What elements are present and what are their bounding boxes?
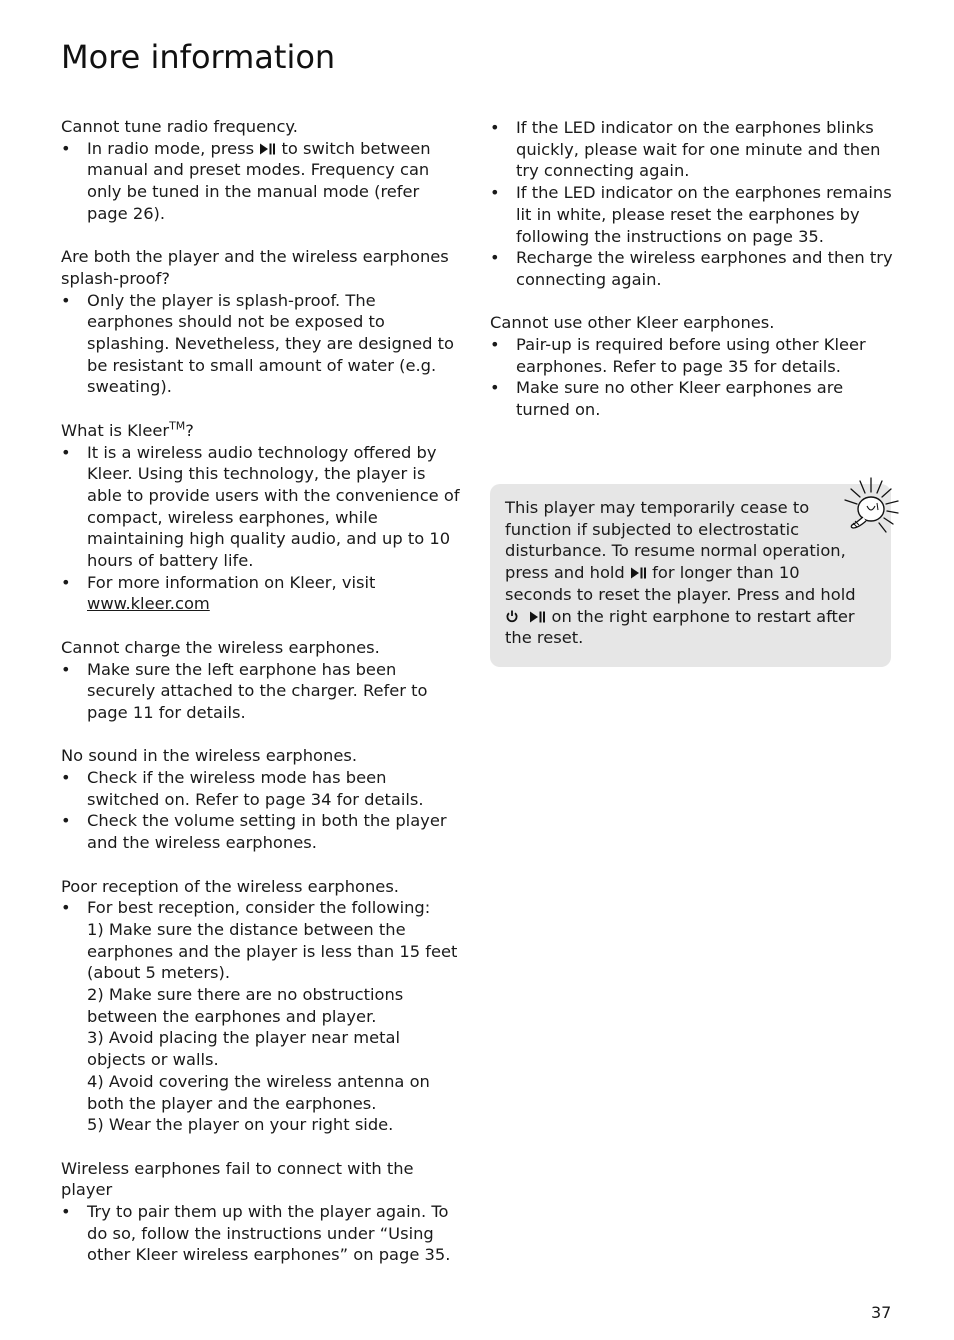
- faq-what-is-kleer: [61, 420, 463, 615]
- faq-answer-item: • Only the player is splash-proof. The earphones should not be exposed to splashing. Nevetheless, they are designed to be resistant to small amount of water (e.g. sweating).: [61, 290, 463, 399]
- trademark-symbol: TM: [169, 419, 186, 433]
- faq-radio-tuning: [61, 116, 463, 225]
- play-pause-icon: [630, 567, 647, 579]
- faq-answer-item: • Check if the wireless mode has been switched on. Refer to page 34 for details.: [61, 767, 463, 810]
- faq-no-sound: [61, 745, 463, 854]
- play-pause-icon: [529, 611, 546, 623]
- faq-question: Cannot charge the wireless earphones.: [61, 637, 380, 657]
- faq-answer-item: • For more information on Kleer, visit www.kleer.com: [61, 572, 463, 615]
- reception-tip: 3) Avoid placing the player near metal objects or walls.: [87, 1028, 401, 1070]
- page-number: 37: [871, 1303, 892, 1322]
- faq-answer-item: • If the LED indicator on the earphones blinks quickly, please wait for one minute and then try connecting again.: [490, 117, 900, 182]
- faq-answer-item: • Try to pair them up with the player again. To do so, follow the instructions under “Using other Kleer wireless earphones” on page 35.: [61, 1201, 463, 1266]
- faq-answer-item: • For best reception, consider the following: 1) Make sure the distance between the earphones and the player is less than 15 feet (about 5 meters). 2) Make sure there are no obstructions between the earphones and player. 3) Avoid placing the player near metal objects or walls. 4) Avoid covering the wireless antenna on both the player and the earphones. 5) Wear the player on your right side.: [61, 897, 463, 1136]
- reception-tip: 1) Make sure the distance between the earphones and the player is less than 15 feet (about 5 meters).: [87, 919, 458, 983]
- faq-fail-to-connect-continued: [490, 117, 900, 291]
- faq-answer-item: • In radio mode, press to switch between manual and preset modes. Frequency can only be tuned in the manual mode (refer page 26).: [61, 138, 463, 225]
- note-text: This player may temporarily cease to function if subjected to electrostatic disturbance. To resume normal operation, press and hold for longer than 10 seconds to reset the player. Press and hold on the right earphone to restart after the reset.: [505, 498, 856, 648]
- lightbulb-icon: [830, 470, 902, 542]
- faq-answer-item: • Make sure the left earphone has been securely attached to the charger. Refer to page 11 for details.: [61, 659, 463, 724]
- faq-poor-reception: [61, 876, 463, 1136]
- faq-answer-item: • Make sure no other Kleer earphones are turned on.: [490, 377, 900, 420]
- reception-tip: 4) Avoid covering the wireless antenna on both the player and the earphones.: [87, 1071, 430, 1113]
- play-pause-icon: [259, 143, 276, 155]
- faq-question: Are both the player and the wireless earphones splash-proof?: [61, 247, 449, 288]
- faq-fail-to-connect: [61, 1158, 463, 1267]
- faq-question: Cannot tune radio frequency.: [61, 117, 298, 136]
- faq-cannot-charge: [61, 637, 463, 724]
- faq-splash-proof: [61, 246, 463, 398]
- faq-question: No sound in the wireless earphones.: [61, 746, 357, 766]
- faq-other-kleer-earphones: [490, 312, 900, 421]
- faq-answer-item: • Check the volume setting in both the player and the wireless earphones.: [61, 810, 463, 853]
- reception-tip: 5) Wear the player on your right side.: [87, 1115, 394, 1135]
- power-icon: [505, 610, 519, 623]
- reception-tip: 2) Make sure there are no obstructions between the earphones and player.: [87, 985, 404, 1026]
- faq-answer-item: • Recharge the wireless earphones and then try connecting again.: [490, 247, 900, 290]
- right-column: [490, 117, 900, 443]
- faq-question: Cannot use other Kleer earphones.: [490, 313, 775, 333]
- page-title: More information: [61, 38, 336, 76]
- faq-answer-item: • If the LED indicator on the earphones remains lit in white, please reset the earphones by following the instructions on page 35.: [490, 182, 900, 247]
- faq-question: What is Kleer™?: [61, 419, 194, 440]
- kleer-website-link[interactable]: www.kleer.com: [87, 594, 210, 614]
- faq-answer-item: • Pair-up is required before using other Kleer earphones. Refer to page 35 for details.: [490, 334, 900, 377]
- faq-answer-item: • It is a wireless audio technology offered by Kleer. Using this technology, the player is able to provide users with the convenience of compact, wireless earphones, while maintaining high quality audio, and up to 10 hours of battery life.: [61, 442, 463, 572]
- left-column: [61, 116, 463, 1288]
- faq-question: Wireless earphones fail to connect with the player: [61, 1158, 414, 1200]
- faq-question: Poor reception of the wireless earphones.: [61, 876, 399, 896]
